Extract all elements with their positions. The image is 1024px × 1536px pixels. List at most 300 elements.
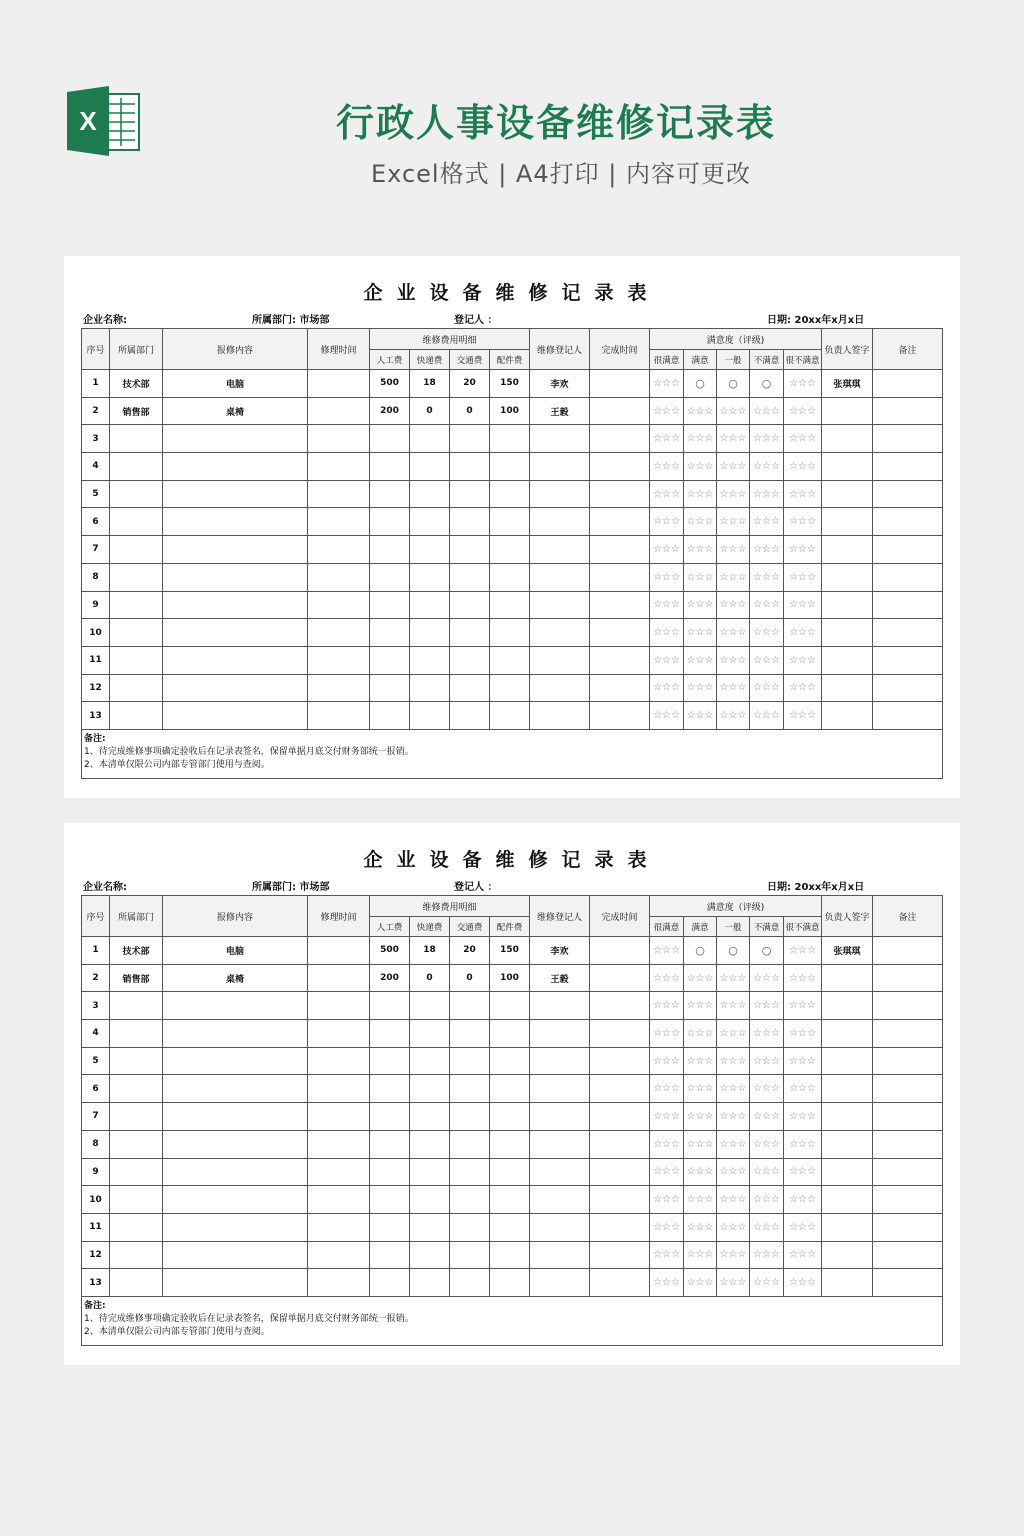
table-row — [82, 1047, 943, 1075]
cell-remark — [873, 1269, 943, 1297]
cell-repair-time — [308, 591, 370, 619]
table-row — [82, 480, 943, 508]
cell-satisfaction: ☆☆☆ — [684, 536, 717, 564]
cell-remark — [873, 1186, 943, 1214]
cell-satisfaction: ☆☆☆ — [684, 1020, 717, 1048]
cell-satisfaction: ☆☆☆ — [684, 674, 717, 702]
cell-satisfaction: ☆☆☆ — [650, 425, 684, 453]
cell-done-time — [590, 1269, 650, 1297]
cell-satisfaction: ☆☆☆ — [717, 674, 750, 702]
cell-parts — [490, 591, 530, 619]
cell-repairer — [530, 591, 590, 619]
cell-content: 桌椅 — [163, 964, 308, 992]
cell-signer: 张琪琪 — [822, 937, 873, 965]
cell-no: 4 — [82, 1020, 110, 1048]
cell-express — [410, 1269, 450, 1297]
cell-repair-time — [308, 1213, 370, 1241]
cell-no: 3 — [82, 992, 110, 1020]
header-sat-level: 不满意 — [750, 917, 784, 937]
header-sat-level: 很满意 — [650, 350, 684, 370]
cell-satisfaction: ☆☆☆ — [750, 646, 784, 674]
cell-repair-time — [308, 480, 370, 508]
cell-express — [410, 1103, 450, 1131]
cell-labor — [370, 1186, 410, 1214]
cell-satisfaction: ☆☆☆ — [717, 1130, 750, 1158]
header-remark: 备注 — [873, 896, 943, 937]
cell-express — [410, 1020, 450, 1048]
cell-content — [163, 1269, 308, 1297]
table-row — [82, 397, 943, 425]
header-sat-level: 不满意 — [750, 350, 784, 370]
cell-satisfaction: ☆☆☆ — [717, 1158, 750, 1186]
cell-satisfaction: ○ — [750, 937, 784, 965]
cell-satisfaction: ☆☆☆ — [650, 1103, 684, 1131]
cell-satisfaction: ☆☆☆ — [650, 992, 684, 1020]
company-name-field — [83, 311, 127, 326]
cell-parts — [490, 480, 530, 508]
cell-done-time — [590, 1241, 650, 1269]
cell-dept — [110, 425, 163, 453]
cell-content — [163, 508, 308, 536]
cell-signer — [822, 619, 873, 647]
cell-remark — [873, 1103, 943, 1131]
cell-satisfaction: ☆☆☆ — [750, 1241, 784, 1269]
cell-parts — [490, 674, 530, 702]
cell-satisfaction: ☆☆☆ — [684, 1130, 717, 1158]
cell-parts — [490, 1241, 530, 1269]
cell-satisfaction: ☆☆☆ — [784, 1158, 822, 1186]
cell-remark — [873, 1241, 943, 1269]
notes-section — [82, 729, 943, 778]
repair-record-table — [81, 895, 943, 1346]
cell-satisfaction: ☆☆☆ — [750, 674, 784, 702]
cell-repair-time — [308, 453, 370, 481]
cell-repairer — [530, 425, 590, 453]
cell-transport — [450, 1020, 490, 1048]
company-name-field — [83, 878, 127, 893]
cell-satisfaction: ☆☆☆ — [750, 1020, 784, 1048]
cell-parts: 100 — [490, 964, 530, 992]
cell-express — [410, 1213, 450, 1241]
cell-no: 4 — [82, 453, 110, 481]
cell-done-time — [590, 619, 650, 647]
header-repair-time: 修理时间 — [308, 896, 370, 937]
header-remark: 备注 — [873, 329, 943, 370]
cell-remark — [873, 674, 943, 702]
cell-satisfaction: ☆☆☆ — [650, 937, 684, 965]
cell-remark — [873, 591, 943, 619]
header-express: 快递费 — [410, 917, 450, 937]
header-sat-level: 很满意 — [650, 917, 684, 937]
cell-no: 10 — [82, 619, 110, 647]
cell-dept: 技术部 — [110, 937, 163, 965]
cell-signer — [822, 536, 873, 564]
cell-dept — [110, 1020, 163, 1048]
header-signer: 负责人签字 — [822, 329, 873, 370]
cell-satisfaction: ☆☆☆ — [750, 536, 784, 564]
recorder-field — [454, 311, 497, 326]
cell-signer — [822, 1269, 873, 1297]
cell-satisfaction: ☆☆☆ — [717, 508, 750, 536]
cell-satisfaction: ☆☆☆ — [717, 646, 750, 674]
cell-satisfaction: ☆☆☆ — [684, 1213, 717, 1241]
cell-satisfaction: ☆☆☆ — [650, 397, 684, 425]
cell-parts — [490, 646, 530, 674]
cell-transport — [450, 619, 490, 647]
cell-satisfaction: ☆☆☆ — [717, 425, 750, 453]
cell-no: 7 — [82, 1103, 110, 1131]
cell-remark — [873, 1158, 943, 1186]
table-row — [82, 1186, 943, 1214]
table-row — [82, 1213, 943, 1241]
cell-parts — [490, 508, 530, 536]
cell-signer — [822, 1047, 873, 1075]
cell-express — [410, 619, 450, 647]
notes-line: 2、本清单仅限公司内部专管部门使用与查阅。 — [84, 759, 270, 770]
cell-no: 13 — [82, 702, 110, 730]
cell-content — [163, 1158, 308, 1186]
cell-done-time — [590, 1158, 650, 1186]
cell-satisfaction: ☆☆☆ — [750, 1075, 784, 1103]
header-transport: 交通费 — [450, 917, 490, 937]
cell-no: 6 — [82, 1075, 110, 1103]
cell-remark — [873, 425, 943, 453]
cell-satisfaction: ☆☆☆ — [684, 1158, 717, 1186]
cell-express — [410, 591, 450, 619]
cell-content — [163, 674, 308, 702]
cell-repair-time — [308, 674, 370, 702]
cell-done-time — [590, 937, 650, 965]
cell-parts — [490, 1269, 530, 1297]
header-sat-level: 很不满意 — [784, 917, 822, 937]
cell-satisfaction: ☆☆☆ — [650, 1047, 684, 1075]
cell-satisfaction: ☆☆☆ — [650, 508, 684, 536]
cell-signer — [822, 563, 873, 591]
cell-signer — [822, 1186, 873, 1214]
cell-repair-time — [308, 425, 370, 453]
cell-satisfaction: ☆☆☆ — [650, 480, 684, 508]
cell-dept — [110, 1047, 163, 1075]
cell-satisfaction: ○ — [684, 937, 717, 965]
cell-satisfaction: ☆☆☆ — [650, 646, 684, 674]
cell-satisfaction: ☆☆☆ — [750, 508, 784, 536]
notes-line: 1、待完成维修事项确定验收后在记录表签名，保留单据月底交付财务部统一报销。 — [84, 746, 414, 757]
cell-repairer — [530, 508, 590, 536]
cell-content — [163, 453, 308, 481]
date-field — [767, 311, 864, 326]
cell-dept — [110, 1213, 163, 1241]
cell-satisfaction: ☆☆☆ — [784, 1103, 822, 1131]
cell-repair-time — [308, 937, 370, 965]
cell-signer: 张琪琪 — [822, 370, 873, 398]
table-row — [82, 370, 943, 398]
cell-labor — [370, 1020, 410, 1048]
cell-express — [410, 702, 450, 730]
cell-satisfaction: ☆☆☆ — [784, 674, 822, 702]
cell-transport — [450, 453, 490, 481]
cell-satisfaction: ☆☆☆ — [717, 563, 750, 591]
cell-transport — [450, 1269, 490, 1297]
sheet-preview-1 — [64, 256, 960, 798]
cell-satisfaction: ☆☆☆ — [784, 619, 822, 647]
table-row — [82, 1130, 943, 1158]
cell-satisfaction: ☆☆☆ — [650, 1158, 684, 1186]
cell-remark — [873, 1047, 943, 1075]
cell-satisfaction: ○ — [717, 937, 750, 965]
cell-dept — [110, 563, 163, 591]
cell-express: 18 — [410, 937, 450, 965]
cell-done-time — [590, 992, 650, 1020]
cell-content: 电脑 — [163, 937, 308, 965]
cell-satisfaction: ☆☆☆ — [684, 1186, 717, 1214]
cell-satisfaction: ☆☆☆ — [784, 563, 822, 591]
header-parts: 配件费 — [490, 917, 530, 937]
table-row — [82, 964, 943, 992]
recorder-field — [454, 878, 497, 893]
cell-express — [410, 508, 450, 536]
page-subtitle: Excel格式 | A4打印 | 内容可更改 — [371, 160, 751, 188]
cell-labor: 500 — [370, 370, 410, 398]
cell-satisfaction: ☆☆☆ — [784, 425, 822, 453]
cell-transport: 0 — [450, 964, 490, 992]
company-label: 企业名称: — [83, 882, 127, 893]
header-repairer: 维修登记人 — [530, 329, 590, 370]
cell-satisfaction: ☆☆☆ — [650, 591, 684, 619]
cell-repair-time — [308, 619, 370, 647]
cell-satisfaction: ☆☆☆ — [717, 536, 750, 564]
cell-no: 7 — [82, 536, 110, 564]
excel-logo-letter: X — [79, 106, 97, 136]
cell-transport: 0 — [450, 397, 490, 425]
cell-repairer — [530, 480, 590, 508]
cell-satisfaction: ☆☆☆ — [717, 480, 750, 508]
cell-signer — [822, 1075, 873, 1103]
cell-transport — [450, 425, 490, 453]
cell-no: 8 — [82, 563, 110, 591]
cell-satisfaction: ☆☆☆ — [750, 1213, 784, 1241]
table-row — [82, 536, 943, 564]
cell-express — [410, 646, 450, 674]
header-signer: 负责人签字 — [822, 896, 873, 937]
cell-parts — [490, 1130, 530, 1158]
cell-satisfaction: ☆☆☆ — [717, 619, 750, 647]
cell-content: 桌椅 — [163, 397, 308, 425]
cell-content — [163, 619, 308, 647]
date-field — [767, 878, 864, 893]
header-labor: 人工费 — [370, 350, 410, 370]
cell-satisfaction: ☆☆☆ — [717, 1269, 750, 1297]
cell-content — [163, 536, 308, 564]
table-row — [82, 1269, 943, 1297]
cell-transport — [450, 674, 490, 702]
cell-dept: 销售部 — [110, 964, 163, 992]
cell-done-time — [590, 370, 650, 398]
table-row — [82, 453, 943, 481]
cell-satisfaction: ☆☆☆ — [684, 563, 717, 591]
cell-signer — [822, 1158, 873, 1186]
cell-satisfaction: ☆☆☆ — [684, 425, 717, 453]
cell-labor — [370, 563, 410, 591]
cell-satisfaction: ○ — [717, 370, 750, 398]
header-satisfaction-group: 满意度（评级) — [650, 896, 822, 917]
cell-labor — [370, 1269, 410, 1297]
table-row — [82, 508, 943, 536]
cell-satisfaction: ☆☆☆ — [717, 1047, 750, 1075]
department-value: 市场部 — [299, 315, 330, 326]
cell-no: 5 — [82, 1047, 110, 1075]
cell-parts — [490, 453, 530, 481]
cell-parts — [490, 563, 530, 591]
cell-repair-time — [308, 1186, 370, 1214]
notes-title: 备注: — [84, 1300, 106, 1311]
header-dept: 所属部门 — [110, 896, 163, 937]
cell-done-time — [590, 1213, 650, 1241]
cell-repairer — [530, 1075, 590, 1103]
cell-labor — [370, 1075, 410, 1103]
cell-remark — [873, 536, 943, 564]
date-label: 日期: — [767, 882, 791, 893]
cell-content — [163, 702, 308, 730]
cell-remark — [873, 397, 943, 425]
cell-dept — [110, 1130, 163, 1158]
cell-express — [410, 1158, 450, 1186]
cell-transport — [450, 480, 490, 508]
cell-satisfaction: ☆☆☆ — [650, 563, 684, 591]
cell-satisfaction: ☆☆☆ — [784, 702, 822, 730]
cell-signer — [822, 453, 873, 481]
cell-dept: 技术部 — [110, 370, 163, 398]
cell-satisfaction: ☆☆☆ — [750, 425, 784, 453]
cell-dept — [110, 1103, 163, 1131]
cell-content — [163, 1075, 308, 1103]
cell-satisfaction: ☆☆☆ — [650, 619, 684, 647]
cell-repair-time — [308, 964, 370, 992]
cell-labor — [370, 1241, 410, 1269]
cell-satisfaction: ☆☆☆ — [684, 397, 717, 425]
table-row — [82, 1241, 943, 1269]
cell-parts — [490, 1213, 530, 1241]
cell-done-time — [590, 480, 650, 508]
cell-express — [410, 453, 450, 481]
cell-repair-time — [308, 1130, 370, 1158]
page-title: 行政人事设备维修记录表 — [335, 101, 776, 145]
cell-satisfaction: ☆☆☆ — [650, 1241, 684, 1269]
cell-transport — [450, 563, 490, 591]
cell-express: 0 — [410, 397, 450, 425]
cell-labor — [370, 425, 410, 453]
cell-satisfaction: ☆☆☆ — [784, 1075, 822, 1103]
department-label: 所属部门: — [252, 315, 296, 326]
cell-satisfaction: ☆☆☆ — [684, 992, 717, 1020]
cell-signer — [822, 480, 873, 508]
cell-satisfaction: ☆☆☆ — [784, 1047, 822, 1075]
header-cost-group: 维修费用明细 — [370, 896, 530, 917]
cell-repairer — [530, 1213, 590, 1241]
cell-satisfaction: ☆☆☆ — [750, 1158, 784, 1186]
cell-transport — [450, 508, 490, 536]
cell-satisfaction: ☆☆☆ — [717, 591, 750, 619]
page-header — [0, 0, 1024, 230]
cell-transport — [450, 536, 490, 564]
header-sat-level: 一般 — [717, 350, 750, 370]
cell-repair-time — [308, 1020, 370, 1048]
cell-repairer — [530, 1158, 590, 1186]
cell-transport — [450, 591, 490, 619]
cell-dept — [110, 646, 163, 674]
cell-satisfaction: ☆☆☆ — [750, 964, 784, 992]
cell-satisfaction: ☆☆☆ — [750, 453, 784, 481]
header-no: 序号 — [82, 896, 110, 937]
cell-dept — [110, 702, 163, 730]
notes-title: 备注: — [84, 733, 106, 744]
cell-satisfaction: ☆☆☆ — [650, 1269, 684, 1297]
table-row — [82, 674, 943, 702]
cell-repair-time — [308, 370, 370, 398]
header-cost-group: 维修费用明细 — [370, 329, 530, 350]
cell-repairer — [530, 619, 590, 647]
cell-parts — [490, 1158, 530, 1186]
cell-content — [163, 563, 308, 591]
cell-satisfaction: ☆☆☆ — [717, 1103, 750, 1131]
cell-satisfaction: ☆☆☆ — [650, 1075, 684, 1103]
cell-dept — [110, 453, 163, 481]
header-done-time: 完成时间 — [590, 329, 650, 370]
cell-satisfaction: ☆☆☆ — [684, 646, 717, 674]
cell-signer — [822, 1213, 873, 1241]
cell-transport — [450, 1130, 490, 1158]
cell-satisfaction: ☆☆☆ — [717, 1241, 750, 1269]
cell-express — [410, 674, 450, 702]
cell-transport — [450, 702, 490, 730]
cell-labor — [370, 508, 410, 536]
cell-content — [163, 425, 308, 453]
cell-dept — [110, 1158, 163, 1186]
cell-transport — [450, 1213, 490, 1241]
cell-satisfaction: ☆☆☆ — [784, 964, 822, 992]
cell-satisfaction: ☆☆☆ — [650, 453, 684, 481]
table-row — [82, 702, 943, 730]
cell-dept — [110, 1241, 163, 1269]
cell-express — [410, 992, 450, 1020]
cell-express — [410, 480, 450, 508]
cell-satisfaction: ☆☆☆ — [650, 1020, 684, 1048]
cell-signer — [822, 1241, 873, 1269]
cell-signer — [822, 1130, 873, 1158]
cell-remark — [873, 453, 943, 481]
date-label: 日期: — [767, 315, 791, 326]
cell-satisfaction: ☆☆☆ — [750, 1269, 784, 1297]
header-express: 快递费 — [410, 350, 450, 370]
cell-parts — [490, 619, 530, 647]
company-label: 企业名称: — [83, 315, 127, 326]
cell-repair-time — [308, 397, 370, 425]
cell-done-time — [590, 425, 650, 453]
cell-signer — [822, 397, 873, 425]
cell-dept — [110, 591, 163, 619]
cell-satisfaction: ☆☆☆ — [784, 937, 822, 965]
cell-satisfaction: ☆☆☆ — [784, 1130, 822, 1158]
cell-express — [410, 1186, 450, 1214]
cell-satisfaction: ☆☆☆ — [784, 536, 822, 564]
date-value: 20xx年x月x日 — [794, 882, 865, 893]
cell-parts: 100 — [490, 397, 530, 425]
cell-satisfaction: ☆☆☆ — [717, 702, 750, 730]
cell-remark — [873, 370, 943, 398]
cell-labor — [370, 1158, 410, 1186]
cell-content — [163, 1047, 308, 1075]
cell-no: 2 — [82, 397, 110, 425]
cell-done-time — [590, 1047, 650, 1075]
